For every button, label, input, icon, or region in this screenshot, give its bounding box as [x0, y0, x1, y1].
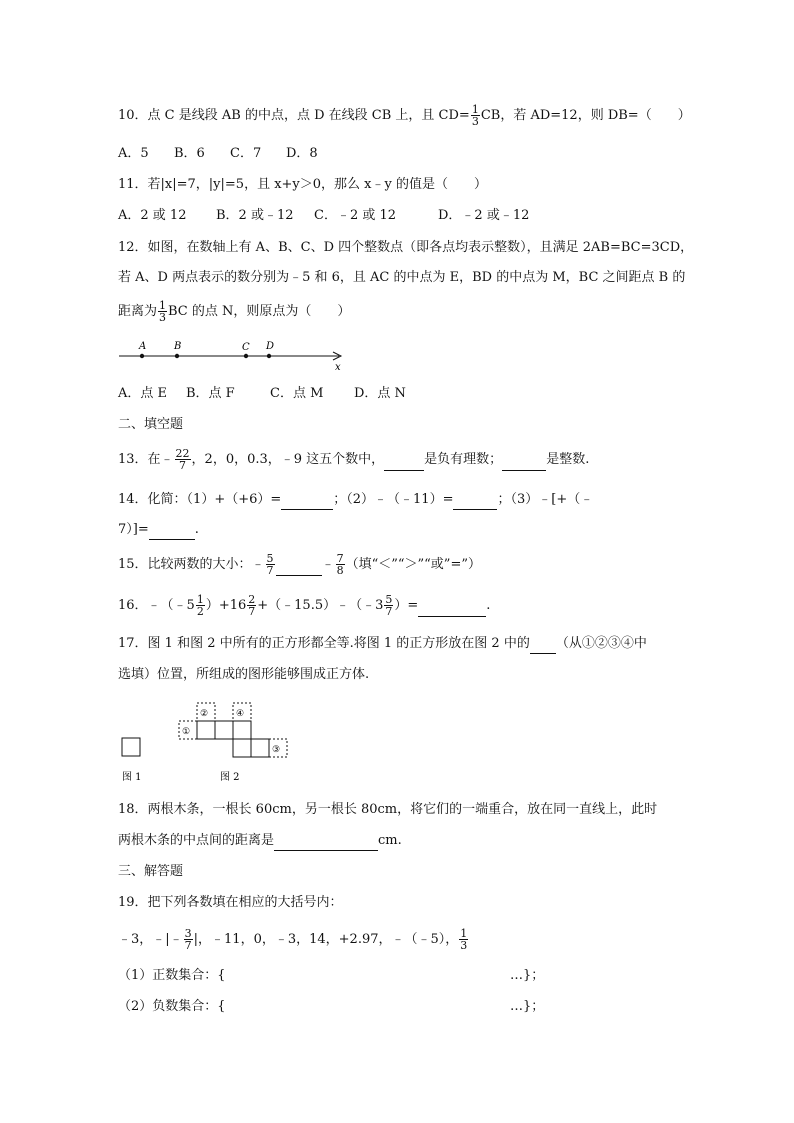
q11-option-a: A．2 或 12	[118, 208, 187, 223]
q17-blank[interactable]	[530, 639, 556, 654]
q11-option-b: B．2 或﹣12	[216, 208, 294, 223]
question-17-line2: 选填）位置，所组成的图形能够围成正方体.	[118, 667, 370, 682]
question-12-line1: 12．如图，在数轴上有 A、B、C、D 四个整数点（即各点均表示整数），且满足 2AB=BC=3CD，	[118, 240, 694, 255]
fig2-square-2	[215, 721, 233, 739]
q19-fraction-2: $\frac{1}{3}$	[460, 927, 468, 952]
question-19-numbers: ﹣3，﹣|﹣ $\frac{3}{7}$ |，﹣11，0，﹣3，14，+2.97，﹣（﹣5）， $\frac{1}{3}$	[118, 927, 468, 952]
q16-blank[interactable]	[418, 602, 486, 617]
q14-blank-2[interactable]	[453, 495, 497, 510]
q19-set1-label: （1）正数集合：{	[118, 968, 226, 983]
question-17-line1: 17．图 1 和图 2 中所有的正方形都全等.将图 1 的正方形放在图 2 中的 （从①②③④中	[118, 634, 647, 654]
q12-option-d: D．点 N	[354, 386, 406, 401]
q10-text-b: CB，若 AD=12，则 DB=（ ）	[480, 108, 691, 123]
mark-2: ②	[200, 709, 209, 719]
q15-blank[interactable]	[276, 561, 322, 576]
q19-set2-end: …}；	[510, 999, 545, 1014]
question-12-line3: 距离为 $\frac{1}{3}$ BC 的点 N，则原点为（ ）	[118, 299, 351, 324]
point-d	[267, 354, 271, 358]
q19-fraction-1: $\frac{3}{7}$	[184, 927, 192, 952]
fig2-square-3	[233, 721, 251, 739]
q10-text-a: 10．点 C 是线段 AB 的中点，点 D 在线段 CB 上，且 CD=	[118, 108, 470, 123]
q12-options	[118, 384, 406, 404]
fig1-label: 图 1	[122, 772, 142, 783]
question-13: 13．在﹣ $\frac{22}{7}$ ，2，0，0.3，﹣9 这五个数中， 是负有理数； 是整数.	[118, 447, 590, 472]
fig1-square	[122, 738, 140, 756]
point-c	[244, 354, 248, 358]
q12-option-a: A．点 E	[118, 386, 168, 401]
number-line-figure	[115, 336, 355, 374]
q14-blank-3[interactable]	[149, 525, 195, 540]
axis-label-x: x	[335, 362, 341, 373]
q18-blank[interactable]	[274, 836, 378, 851]
q13-blank-2[interactable]	[502, 456, 546, 471]
q19-set2-label: （2）负数集合：{	[118, 999, 226, 1014]
label-c: C	[242, 342, 250, 353]
q14-blank-1[interactable]	[281, 495, 333, 510]
label-a: A	[139, 341, 147, 352]
q10-option-b: B．6	[174, 146, 205, 161]
q11-option-d: D．﹣2 或﹣12	[438, 208, 530, 223]
label-d: D	[266, 341, 275, 352]
section-fill-in-title: 二、填空题	[118, 417, 184, 432]
fig2-square-5	[251, 739, 269, 757]
fig2-square-4	[233, 739, 251, 757]
q16-fraction-3: $\frac{5}{7}$	[385, 593, 393, 618]
question-11: 11．若|x|=7，|y|=5，且 x+y＞0，那么 x﹣y 的值是（ ）	[118, 177, 487, 192]
cube-net-figures	[118, 700, 308, 786]
q15-fraction-1: $\frac{5}{7}$	[266, 552, 274, 577]
section-answer-title: 三、解答题	[118, 864, 184, 879]
q16-fraction-2: $\frac{2}{7}$	[248, 593, 256, 618]
q12-fraction: $\frac{1}{3}$	[159, 299, 167, 324]
point-a	[140, 354, 144, 358]
question-15: 15．比较两数的大小：﹣ $\frac{5}{7}$ ﹣ $\frac{7}{8}$ （填“＜”“＞”“或”=”）	[118, 552, 481, 577]
fig2-label: 图 2	[220, 772, 240, 783]
fig2-square-1	[197, 721, 215, 739]
q13-fraction: $\frac{22}{7}$	[175, 447, 190, 472]
question-18-line2: 两根木条的中点间的距离是 cm.	[118, 831, 402, 851]
question-16: 16．﹣（﹣5 $\frac{1}{2}$ ）+16 $\frac{2}{7}$ +（﹣15.5）﹣（﹣3 $\frac{5}{7}$ ）= .	[118, 593, 491, 618]
q10-option-d: D．8	[286, 146, 318, 161]
point-b	[175, 354, 179, 358]
q10-options	[118, 144, 318, 164]
q19-set1-end: …}；	[510, 968, 545, 983]
question-14-line1: 14．化简：（1）+（+6）= ；（2）﹣（﹣11）= ；（3）﹣[+（﹣	[118, 490, 593, 510]
mark-3: ③	[272, 745, 281, 755]
question-10	[118, 104, 691, 127]
q12-option-c: C．点 M	[270, 386, 324, 401]
mark-4: ④	[236, 709, 245, 719]
question-14-line2: 7）]= .	[118, 520, 199, 540]
question-12-line2: 若 A、D 两点表示的数分别为﹣5 和 6，且 AC 的中点为 E，BD 的中点为 M，BC 之间距点 B 的	[118, 270, 686, 285]
q10-option-c: C．7	[230, 146, 262, 161]
q10-option-a: A．5	[118, 146, 149, 161]
question-19-title: 19．把下列各数填在相应的大括号内：	[118, 895, 343, 910]
mark-1: ①	[182, 727, 191, 737]
q11-options	[118, 206, 529, 226]
q16-fraction-1: $\frac{1}{2}$	[196, 593, 204, 618]
q10-fraction: $\frac{1}{3}$	[471, 103, 479, 128]
q13-blank-1[interactable]	[384, 456, 424, 471]
label-b: B	[174, 341, 182, 352]
q19-set-negative	[118, 997, 544, 1017]
q12-option-b: B．点 F	[186, 386, 235, 401]
question-18-line1: 18．两根木条，一根长 60cm，另一根长 80cm，将它们的一端重合，放在同一直线上，此时	[118, 802, 658, 817]
q19-set-positive	[118, 966, 544, 986]
q11-option-c: C．﹣2 或 12	[314, 208, 397, 223]
q15-fraction-2: $\frac{7}{8}$	[336, 552, 344, 577]
